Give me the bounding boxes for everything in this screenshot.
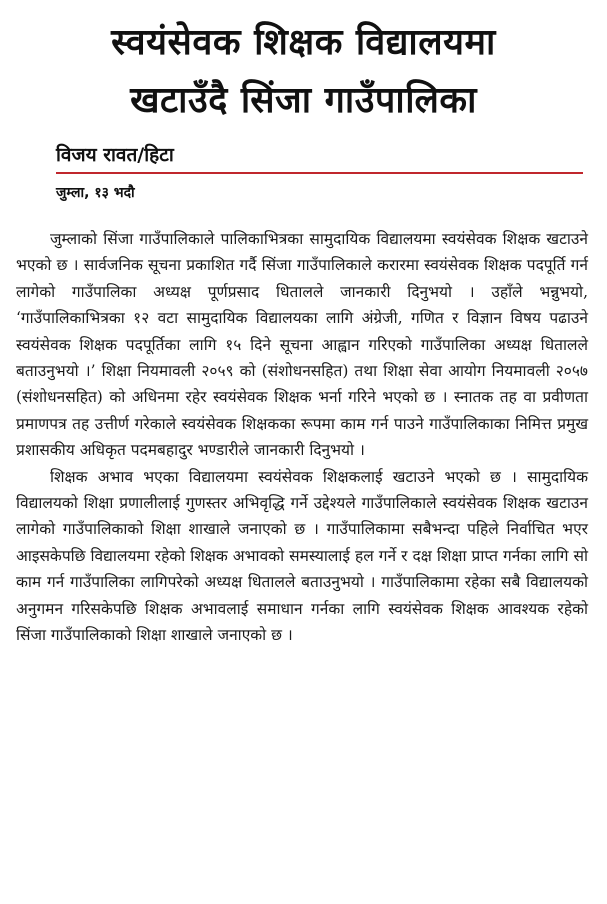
byline: विजय रावत/हिटा [56, 144, 174, 166]
headline-line-1: स्वयंसेवक शिक्षक विद्यालयमा [111, 22, 496, 63]
paragraph-2: शिक्षक अभाव भएका विद्यालयमा स्वयंसेवक शिक्षकलाई खटाउने भएको छ । सामुदायिक विद्यालयको शिक्षा प्रणालीलाई गुणस्तर अभिवृद्धि गर्ने उद्देश्यले गाउँपालिकाले स्वयंसेवक शिक्षक खटाउन लागेको गाउँपालिकाको शिक्षा शाखाले जनाएको छ । गाउँपालिकामा सबैभन्दा पहिले निर्वाचित भएर आइसकेपछि विद्यालयमा रहेको शिक्षक अभावको समस्यालाई हल गर्ने र दक्ष शिक्षा प्राप्त गर्नका लागि सो काम गर्न गाउँपालिका लागिपरेको अध्यक्ष धितालले बताउनुभयो । गाउँपालिकामा रहेका सबै विद्यालयको अनुगमन गरिसकेपछि शिक्षक अभावलाई समाधान गर्नका लागि स्वयंसेवक शिक्षक आवश्यक रहेको सिंजा गाउँपालिकाको शिक्षा शाखाले जनाएको छ । [16, 467, 588, 645]
dateline: जुम्ला, १३ भदौ [56, 185, 135, 201]
headline [0, 0, 607, 130]
byline-rule [56, 140, 583, 174]
article-body [16, 226, 588, 649]
headline-line-2: खटाउँदै सिंजा गाउँपालिका [130, 80, 477, 121]
paragraph-1: जुम्लाको सिंजा गाउँपालिकाले पालिकाभित्रका सामुदायिक विद्यालयमा स्वयंसेवक शिक्षक खटाउने भएको छ । सार्वजनिक सूचना प्रकाशित गर्दै सिंजा गाउँपालिकाले करारमा स्वयंसेवक शिक्षक पदपूर्ति गर्न लागेको गाउँपालिका अध्यक्ष पूर्णप्रसाद धितालले जानकारी दिनुभयो । उहाँले भन्नुभयो, ‘गाउँपालिकाभित्रका १२ वटा सामुदायिक विद्यालयका लागि अंग्रेजी, गणित र विज्ञान विषय पढाउने स्वयंसेवक शिक्षक पदपूर्तिका लागि १५ दिने सूचना आह्वान गरिएको गाउँपालिका अध्यक्ष धितालले बताउनुभयो ।’ शिक्षा नियमावली २०५९ को (संशोधनसहित) तथा शिक्षा सेवा आयोग नियमावली २०५७ (संशोधनसहित) को अधिनमा रहेर स्वयंसेवक शिक्षक भर्ना गरिने भएको छ । स्नातक तह वा प्रवीणता प्रमाणपत्र तह उत्तीर्ण गरेकाले स्वयंसेवक शिक्षकका रूपमा काम गर्न पाउने गाउँपालिकाका निमित्त प्रमुख प्रशासकीय अधिकृत पदमबहादुर भण्डारीले जानकारी दिनुभयो । [16, 230, 588, 460]
